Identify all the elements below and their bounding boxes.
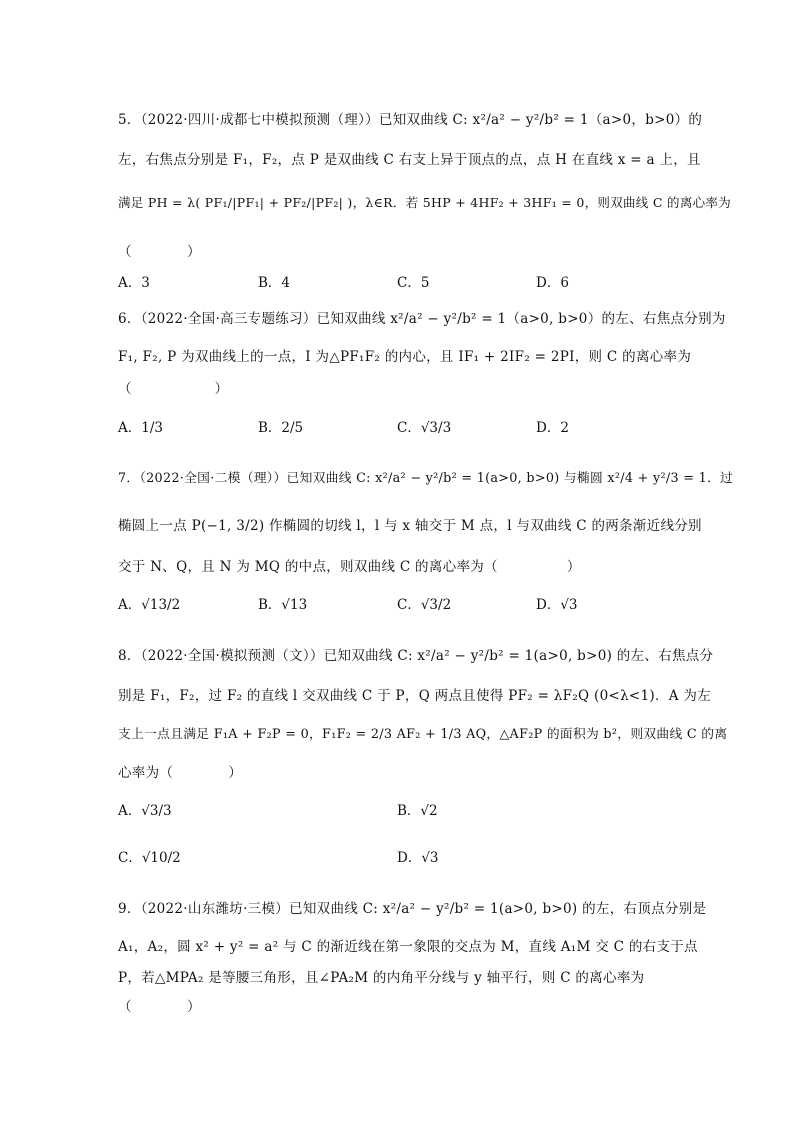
q5-option-a: A．3	[118, 275, 150, 291]
q5-option-b: B．4	[258, 275, 291, 291]
q7-option-c: C．√3/2	[397, 597, 452, 613]
q6-option-c: C．√3/3	[397, 420, 452, 436]
q8-line-4: 心率为（ ）	[118, 765, 243, 781]
q7-line-1: 7．（2022·全国·二模（理））已知双曲线 C: x²/a² − y²/b² = 1(a>0, b>0) 与椭圆 x²/4 + y²/3 = 1．过	[118, 471, 734, 486]
q5-line-3: 满足 PH = λ( PF₁/|PF₁| + PF₂/|PF₂| )，λ∈R．若 5HP + 4HF₂ + 3HF₁ = 0，则双曲线 C 的离心率为	[118, 195, 732, 210]
q8-option-d: D．√3	[397, 850, 439, 866]
q8-option-b: B．√2	[397, 803, 438, 819]
q8-line-3: 支上一点且满足 F₁A + F₂P = 0，F₁F₂ = 2/3 AF₂ + 1/3 AQ，△AF₂P 的面积为 b²，则双曲线 C 的离	[118, 727, 728, 742]
q6-option-a: A．1/3	[118, 420, 163, 436]
q7-line-3: 交于 N、Q，且 N 为 MQ 的中点，则双曲线 C 的离心率为（ ）	[118, 559, 581, 575]
q7-line-2: 椭圆上一点 P(−1, 3/2) 作椭圆的切线 l，l 与 x 轴交于 M 点，l 与双曲线 C 的两条渐近线分别	[118, 518, 702, 534]
q9-line-2: A₁，A₂，圆 x² + y² = a² 与 C 的渐近线在第一象限的交点为 M，直线 A₁M 交 C 的右支于点	[118, 939, 698, 955]
q5-option-d: D．6	[536, 275, 569, 291]
q9-line-1: 9．（2022·山东潍坊·三模）已知双曲线 C: x²/a² − y²/b² = 1(a>0, b>0) 的左，右顶点分别是	[118, 901, 707, 917]
q7-option-a: A．√13/2	[118, 597, 181, 613]
q5-line-2: 左，右焦点分别是 F₁，F₂，点 P 是双曲线 C 右支上异于顶点的点，点 H 在直线 x = a 上，且	[118, 152, 701, 168]
q5-option-c: C．5	[397, 275, 430, 291]
q9-line-4: （ ）	[118, 999, 201, 1015]
q9-line-3: P，若△MPA₂ 是等腰三角形，且∠PA₂M 的内角平分线与 y 轴平行，则 C 的离心率为	[118, 970, 645, 986]
q5-line-1: 5．（2022·四川·成都七中模拟预测（理））已知双曲线 C: x²/a² − y²/b² = 1（a>0，b>0）的	[118, 112, 703, 128]
q6-option-b: B．2/5	[258, 420, 304, 436]
q8-line-2: 别是 F₁，F₂，过 F₂ 的直线 l 交双曲线 C 于 P，Q 两点且使得 PF₂ = λF₂Q (0<λ<1)．A 为左	[118, 688, 712, 704]
q8-option-a: A．√3/3	[118, 803, 172, 819]
q6-line-2: F₁, F₂, P 为双曲线上的一点，I 为△PF₁F₂ 的内心，且 IF₁ + 2IF₂ = 2PI，则 C 的离心率为	[118, 349, 692, 365]
q8-option-c: C．√10/2	[118, 850, 181, 866]
q7-option-d: D．√3	[536, 597, 578, 613]
q6-option-d: D．2	[536, 420, 569, 436]
q7-option-b: B．√13	[258, 597, 308, 613]
q6-line-3: （ ）	[118, 381, 229, 397]
q5-line-4: （ ）	[118, 244, 201, 260]
q6-line-1: 6．（2022·全国·高三专题练习）已知双曲线 x²/a² − y²/b² = 1（a>0, b>0）的左、右焦点分别为	[118, 311, 726, 327]
q8-line-1: 8．（2022·全国·模拟预测（文））已知双曲线 C: x²/a² − y²/b² = 1(a>0, b>0) 的左、右焦点分	[118, 648, 714, 664]
